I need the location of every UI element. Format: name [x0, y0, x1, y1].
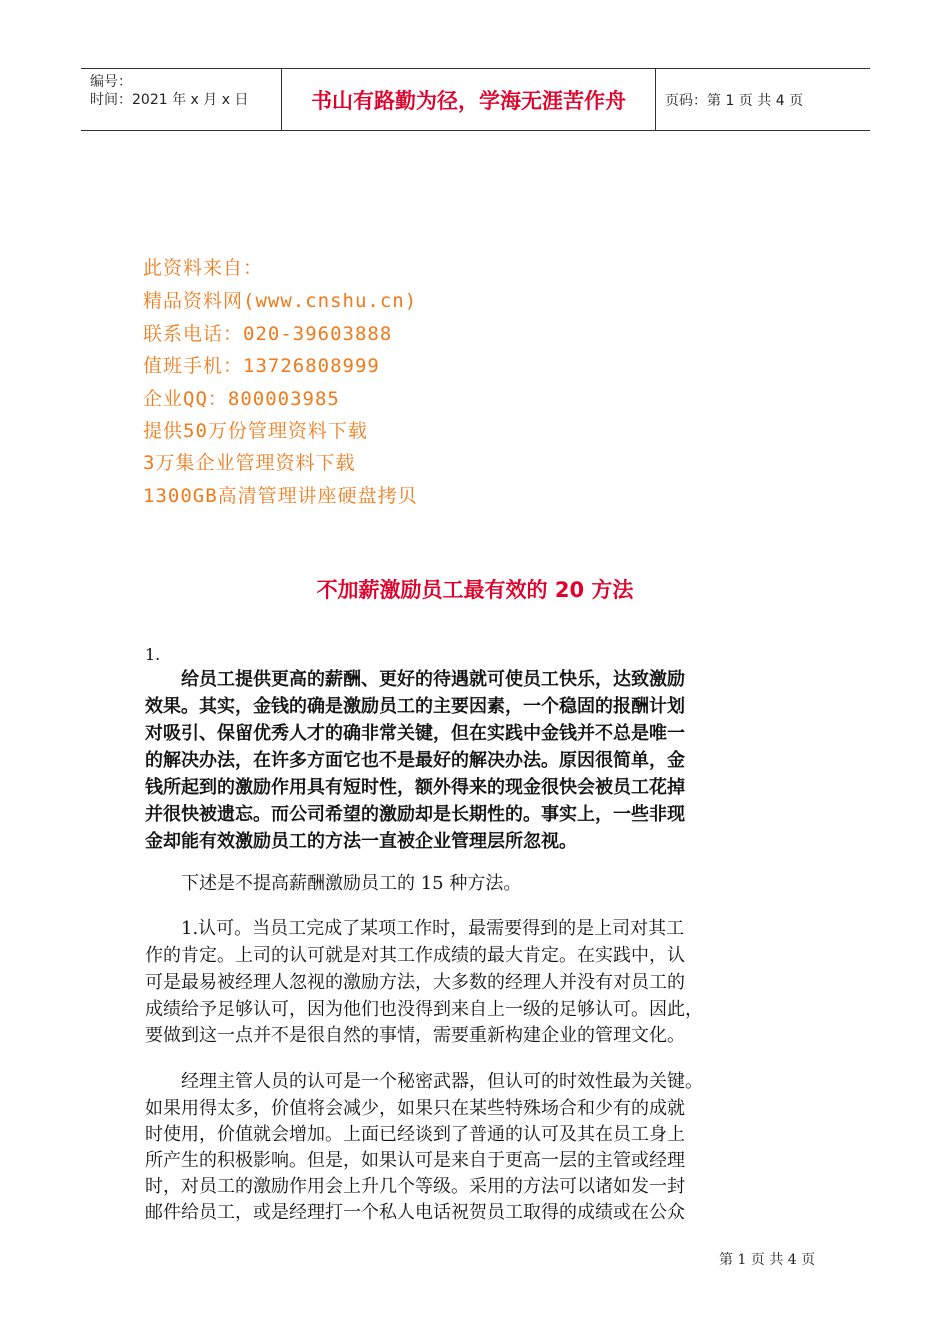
- ad-line: 联系电话：020-39603888: [143, 323, 393, 345]
- section-number: 1.: [145, 645, 161, 664]
- ad-line: 1300GB高清管理讲座硬盘拷贝: [143, 485, 418, 507]
- ad-line: 精品资料网(www.cnshu.cn): [143, 290, 418, 312]
- bold-paragraph-line: 钱所起到的激励作用具有短时性，额外得来的现金很快会被员工花掉: [145, 777, 685, 798]
- paragraph-line: 作的肯定。上司的认可就是对其工作成绩的最大肯定。在实践中，认: [145, 945, 685, 966]
- paragraph-line: 1.认可。当员工完成了某项工作时，最需要得到的是上司对其工: [145, 918, 685, 939]
- bold-paragraph-line: 效果。其实，金钱的确是激励员工的主要因素，一个稳固的报酬计划: [145, 696, 685, 717]
- header-meta-cell: [81, 69, 281, 130]
- paragraph-line: 邮件给员工，或是经理打一个私人电话祝贺员工取得的成绩或在公众: [145, 1202, 685, 1223]
- bold-paragraph-line: 对吸引、保留优秀人才的确非常关键，但在实践中金钱并不总是唯一: [145, 723, 685, 744]
- page-info: 页码：第 1 页 共 4 页: [665, 93, 804, 109]
- document-title: 不加薪激励员工最有效的 20 方法: [316, 578, 634, 602]
- bold-paragraph-line: 的解决办法，在许多方面它也不是最好的解决办法。原因很简单，金: [145, 750, 685, 771]
- ad-line: 3万集企业管理资料下载: [143, 452, 356, 474]
- header-page-cell: [655, 69, 870, 130]
- bold-paragraph-line: 并很快被遗忘。而公司希望的激励却是长期性的。事实上，一些非现: [145, 804, 685, 825]
- page-footer: 第 1 页 共 4 页: [719, 1252, 816, 1268]
- header-motto-cell: [281, 69, 656, 130]
- paragraph-line: 时使用，价值就会增加。上面已经谈到了普通的认可及其在员工身上: [145, 1124, 685, 1145]
- time-label: 时间：2021 年 x 月 x 日: [90, 92, 249, 108]
- paragraph-line: 可是最易被经理人忽视的激励方法，大多数的经理人并没有对员工的: [145, 972, 685, 993]
- paragraph-line: 所产生的积极影响。但是，如果认可是来自于更高一层的主管或经理: [145, 1150, 685, 1171]
- paragraph-line: 经理主管人员的认可是一个秘密武器，但认可的时效性最为关键。: [145, 1071, 703, 1092]
- number-label: 编号：: [90, 74, 132, 90]
- ad-line: 此资料来自：: [143, 257, 264, 279]
- bold-paragraph-line: 金却能有效激励员工的方法一直被企业管理层所忽视。: [145, 831, 577, 852]
- page-header: [81, 68, 870, 131]
- paragraph-line: 要做到这一点并不是很自然的事情，需要重新构建企业的管理文化。: [145, 1025, 685, 1046]
- motto-text: 书山有路勤为径，学海无涯苦作舟: [311, 89, 626, 113]
- bold-paragraph-line: 给员工提供更高的薪酬、更好的待遇就可使员工快乐，达致激励: [145, 669, 685, 690]
- intro-line: 下述是不提高薪酬激励员工的 15 种方法。: [145, 873, 522, 894]
- ad-line: 值班手机：13726808999: [143, 355, 380, 377]
- ad-line: 提供50万份管理资料下载: [143, 420, 368, 442]
- paragraph-line: 如果用得太多，价值将会减少，如果只在某些特殊场合和少有的成就: [145, 1098, 685, 1119]
- ad-line: 企业QQ：800003985: [143, 388, 340, 410]
- paragraph-line: 成绩给予足够认可，因为他们也没得到来自上一级的足够认可。因此，: [145, 999, 703, 1020]
- paragraph-line: 时，对员工的激励作用会上升几个等级。采用的方法可以诸如发一封: [145, 1176, 685, 1197]
